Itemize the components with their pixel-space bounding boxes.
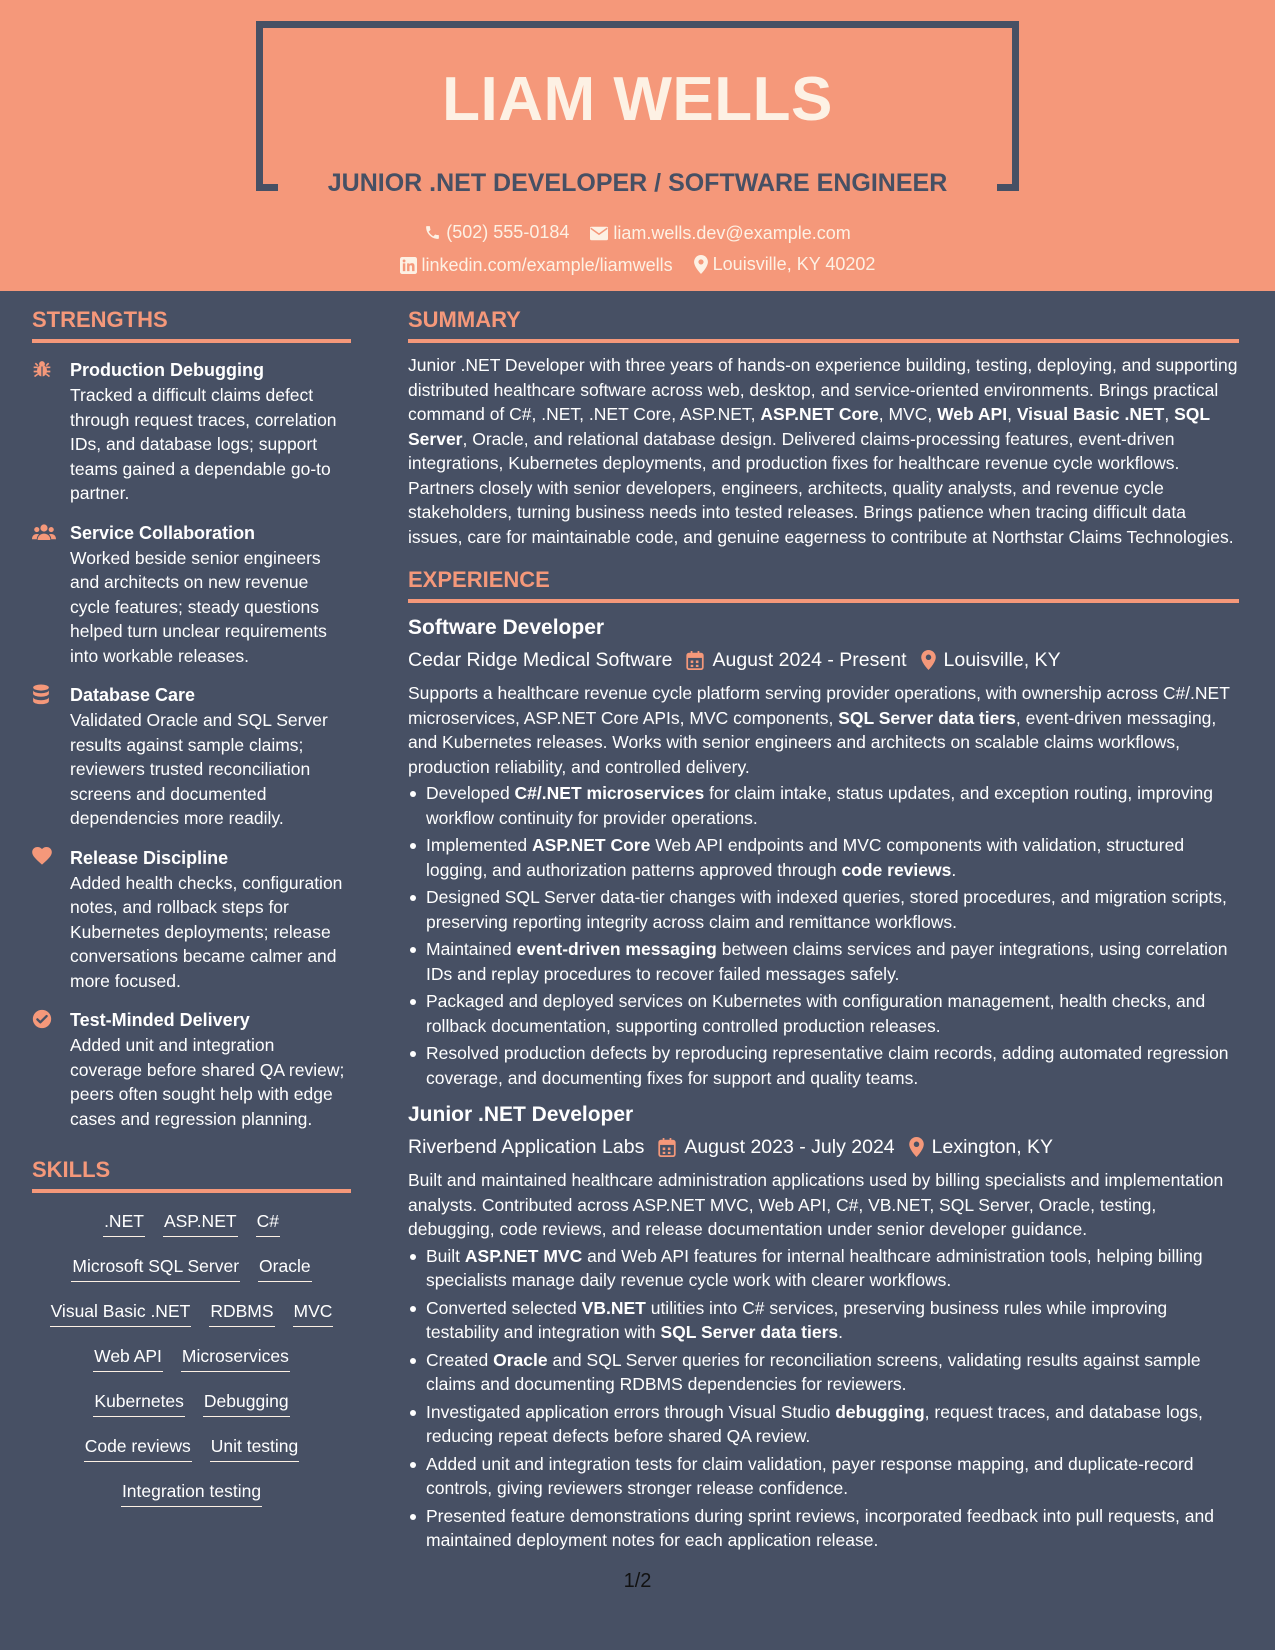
contact-row-2: [0, 251, 1275, 281]
text-segment: Implemented: [426, 835, 533, 855]
header-frame-foot-left: [256, 184, 278, 191]
bug-icon: [32, 357, 70, 506]
left-column: [32, 303, 351, 1522]
strength-item: [32, 1007, 351, 1131]
job-bullet: [408, 1244, 1239, 1293]
strength-title: Service Collaboration: [70, 522, 256, 543]
text-segment: Junior .NET Developer with three years of hands-on experience building, testing, deploying, and supporting distributed healthcare software across web, desktop, and service-oriented environments. Brings practical command of C#, .NET, .NET Core, ASP.NET,: [408, 355, 1238, 424]
bold-text: code reviews: [841, 859, 952, 880]
skill-tag: Web API: [93, 1342, 163, 1372]
skill-tag: Visual Basic .NET: [50, 1297, 192, 1327]
skill-row: [32, 1297, 351, 1342]
skill-row: [32, 1207, 351, 1252]
strength-body: [70, 845, 351, 994]
job-dates: [644, 1132, 894, 1162]
contact-email[interactable]: [590, 220, 850, 246]
text-segment: , Oracle, and relational database design. Delivered claims-processing features, event-driven integrations, Kubernetes deployments, and production fixes for healthcare revenue cycle workflows. Partners closely with senior developers, engineers, architects, quality analysts, and revenue cycle stakeholders, turning business needs into tested releases. Brings patience when tracing difficult data issues, care for maintainable code, and genuine eagerness to contribute at Northstar Claims Technologies.: [408, 428, 1234, 547]
job-location: [895, 1132, 1053, 1162]
skill-tag: Microsoft SQL Server: [71, 1252, 240, 1282]
contact-linkedin[interactable]: [400, 252, 673, 278]
text-segment: , MVC,: [878, 404, 938, 424]
text-segment: Presented feature demonstrations during sprint reviews, incorporated feedback into pull requests, and maintained deployment notes for each application release.: [426, 1505, 1214, 1550]
skill-row: [32, 1432, 351, 1477]
skill-tag: Debugging: [203, 1387, 290, 1417]
text-segment: Developed: [426, 783, 515, 803]
skill-tag: Integration testing: [121, 1477, 262, 1507]
skills-divider: [32, 1189, 351, 1193]
job-company: Cedar Ridge Medical Software: [408, 649, 673, 671]
skill-tag: Microservices: [181, 1342, 290, 1372]
strength-title: Test-Minded Delivery: [70, 1010, 250, 1030]
strength-description: Validated Oracle and SQL Server results against sample claims; reviewers trusted reconciliation screens and documented dependencies more readily.: [70, 710, 328, 828]
text-segment: , event-driven messaging, and Kubernetes releases. Works with senior engineers and architects on scalable claims workflows, production reliability, and controlled delivery.: [408, 707, 1217, 777]
strength-item: [32, 682, 351, 831]
text-segment: Web API endpoints and MVC components with validation, structured logging, and authorization patterns approved through: [426, 835, 1185, 880]
email-text: liam.wells.dev@example.com: [613, 223, 851, 243]
skill-row: [32, 1342, 351, 1387]
map-pin-icon: [921, 650, 936, 670]
skill-tag: .NET: [103, 1207, 145, 1237]
skill-row: [32, 1252, 351, 1297]
text-segment: utilities into C# services, preserving business rules while improving testability and integration with: [426, 1297, 1168, 1342]
skill-tag: Oracle: [258, 1252, 312, 1282]
text-segment: Built and maintained healthcare administration applications used by billing specialists and implementation analysts. Contributed across ASP.NET MVC, Web API, C#, VB.NET, SQL Server, Oracle, testing, debugging, code reviews, and release documentation under senior developer guidance.: [408, 1170, 1224, 1239]
text-segment: .: [838, 1322, 844, 1342]
summary-text: [408, 353, 1239, 549]
text-segment: between claims services and payer integrations, using correlation IDs and replay procedures to recover failed messages safely.: [426, 939, 1228, 984]
job-bullet: [408, 937, 1239, 986]
linkedin-icon: [400, 257, 417, 274]
strength-item: [32, 520, 351, 669]
job-bullets: [408, 781, 1239, 1090]
bold-text: SQL Server data tiers: [838, 707, 1016, 728]
summary-divider: [408, 339, 1239, 343]
bold-text: SQL Server: [408, 404, 1210, 449]
experience-divider: [408, 599, 1239, 603]
text-segment: and SQL Server queries for reconciliation screens, validating results against sample claims and documenting RDBMS dependencies for reviewers.: [426, 1349, 1201, 1394]
skill-row: [32, 1387, 351, 1432]
bold-text: Oracle: [493, 1349, 548, 1370]
strength-title: Database Care: [70, 685, 196, 705]
heart-icon: [32, 845, 70, 994]
job-location-text: Louisville, KY: [943, 649, 1061, 671]
summary-title: SUMMARY: [408, 307, 521, 332]
job-meta: [408, 645, 1239, 675]
bold-text: C#/.NET microservices: [514, 783, 705, 803]
job-company: Riverbend Application Labs: [408, 1136, 645, 1158]
candidate-name: LIAM WELLS: [442, 65, 833, 134]
text-segment: .: [951, 859, 957, 880]
strength-body: [70, 520, 351, 669]
job-bullet: [408, 1452, 1239, 1501]
location-text: Louisville, KY 40202: [712, 254, 876, 274]
experience-title: EXPERIENCE: [408, 567, 550, 592]
text-segment: Built: [426, 1245, 465, 1266]
strength-description: Added unit and integration coverage before shared QA review; peers often sought help with edge cases and regression planning.: [70, 1035, 345, 1129]
bold-text: Visual Basic .NET: [1016, 404, 1165, 424]
job-bullet: [408, 781, 1239, 830]
map-pin-icon: [694, 255, 708, 274]
job-entry: [408, 1100, 1239, 1553]
job-location: [907, 645, 1061, 675]
job-bullet: [408, 885, 1239, 934]
text-segment: Investigated application errors through Visual Studio: [426, 1401, 836, 1422]
contact-location: [694, 251, 876, 277]
strengths-list: [32, 357, 351, 1131]
text-segment: Supports a healthcare revenue cycle platform serving provider operations, with ownership across C#/.NET microservices, ASP.NET Core APIs, MVC components,: [408, 683, 1230, 728]
skill-tag: MVC: [293, 1297, 334, 1327]
skill-row: [32, 1477, 351, 1522]
bold-text: ASP.NET Core: [532, 835, 651, 855]
experience-list: [408, 613, 1239, 1553]
page-number: 1/2: [623, 1570, 652, 1592]
skill-tag: RDBMS: [209, 1297, 274, 1327]
envelope-icon: [590, 226, 608, 241]
candidate-headline: JUNIOR .NET DEVELOPER / SOFTWARE ENGINEER: [300, 165, 975, 201]
job-bullet: [408, 833, 1239, 882]
strength-body: [70, 1007, 351, 1131]
job-dates-text: August 2023 - July 2024: [684, 1136, 895, 1158]
job-bullet: [408, 1041, 1239, 1090]
text-segment: Added unit and integration tests for claim validation, payer response mapping, and duplicate-record controls, giving reviewers stronger release confidence.: [426, 1453, 1194, 1498]
bold-text: VB.NET: [581, 1297, 646, 1318]
job-dates: [672, 645, 906, 675]
strength-description: Tracked a difficult claims defect through request traces, correlation IDs, and database logs; support teams gained a dependable go-to partner.: [70, 385, 337, 503]
job-description: [408, 1168, 1239, 1242]
strength-description: Added health checks, configuration notes, and rollback steps for Kubernetes deployments; release conversations became calmer and more focused.: [70, 872, 343, 991]
job-title: Software Developer: [408, 616, 605, 639]
skill-tag: ASP.NET: [163, 1207, 238, 1237]
bold-text: event-driven messaging: [516, 939, 717, 959]
job-bullet: [408, 1296, 1239, 1345]
bold-text: debugging: [835, 1401, 925, 1422]
strength-item: [32, 845, 351, 994]
text-segment: Resolved production defects by reproducing representative claim records, adding automated regression coverage, and documenting fixes for support and quality teams.: [426, 1043, 1229, 1088]
bold-text: SQL Server data tiers: [660, 1322, 839, 1342]
skill-tag: C#: [256, 1207, 280, 1237]
resume-header: [0, 0, 1275, 291]
text-segment: Packaged and deployed services on Kubernetes with configuration management, health checks, and rollback documentation, supporting controlled production releases.: [426, 991, 1206, 1036]
map-pin-icon: [909, 1137, 924, 1157]
strength-body: [70, 357, 351, 506]
text-segment: , request traces, and database logs, reducing repeat defects before shared QA review.: [426, 1401, 1203, 1446]
strength-title: Release Discipline: [70, 847, 229, 868]
text-segment: Designed SQL Server data-tier changes with indexed queries, stored procedures, and migration scripts, preserving reporting integrity across claim and remittance workflows.: [426, 887, 1227, 932]
strengths-title: STRENGTHS: [32, 307, 168, 332]
strength-body: [70, 682, 351, 831]
skill-tag: Code reviews: [84, 1432, 192, 1462]
text-segment: Created: [426, 1349, 494, 1370]
job-bullet: [408, 1348, 1239, 1397]
job-entry: [408, 613, 1239, 1090]
job-location-text: Lexington, KY: [931, 1136, 1054, 1158]
skill-tag: Kubernetes: [93, 1387, 185, 1417]
linkedin-text: linkedin.com/example/liamwells: [421, 255, 673, 275]
phone-icon: [424, 224, 441, 241]
bold-text: ASP.NET MVC: [464, 1245, 583, 1266]
text-segment: and Web API features for internal healthcare administration tools, helping billing specialists manage daily revenue cycle work with clearer workflows.: [426, 1245, 1203, 1290]
skills-title: SKILLS: [32, 1157, 111, 1182]
calendar-icon: [658, 1138, 676, 1157]
database-icon: [32, 682, 70, 831]
skills-list: [32, 1207, 351, 1522]
right-column: [408, 303, 1239, 1556]
strength-item: [32, 357, 351, 506]
job-dates-text: August 2024 - Present: [712, 649, 907, 671]
job-bullet: [408, 1400, 1239, 1449]
text-segment: ,: [1164, 404, 1175, 424]
text-segment: Converted selected: [426, 1297, 582, 1318]
strength-title: Production Debugging: [70, 360, 264, 380]
job-title: Junior .NET Developer: [408, 1103, 634, 1126]
calendar-icon: [686, 651, 704, 670]
text-segment: ,: [1007, 404, 1017, 424]
check-circle-icon: [32, 1007, 70, 1131]
bold-text: ASP.NET Core: [760, 404, 879, 424]
strength-description: Worked beside senior engineers and architects on new revenue cycle features; steady questions helped turn unclear requirements into workable releases.: [70, 547, 327, 666]
header-frame-foot-right: [997, 184, 1019, 191]
users-icon: [32, 520, 70, 669]
text-segment: Maintained: [426, 939, 517, 959]
job-description: [408, 681, 1239, 779]
skill-tag: Unit testing: [210, 1432, 300, 1462]
job-bullet: [408, 1504, 1239, 1553]
strengths-divider: [32, 339, 351, 343]
job-meta: [408, 1132, 1239, 1162]
bold-text: Web API: [937, 404, 1008, 424]
job-bullet: [408, 989, 1239, 1038]
contact-row-1: [0, 219, 1275, 248]
job-bullets: [408, 1244, 1239, 1553]
text-segment: for claim intake, status updates, and exception routing, improving workflow continuity for provider operations.: [426, 783, 1213, 828]
contact-phone[interactable]: [424, 219, 569, 245]
phone-text: (502) 555-0184: [446, 222, 570, 242]
